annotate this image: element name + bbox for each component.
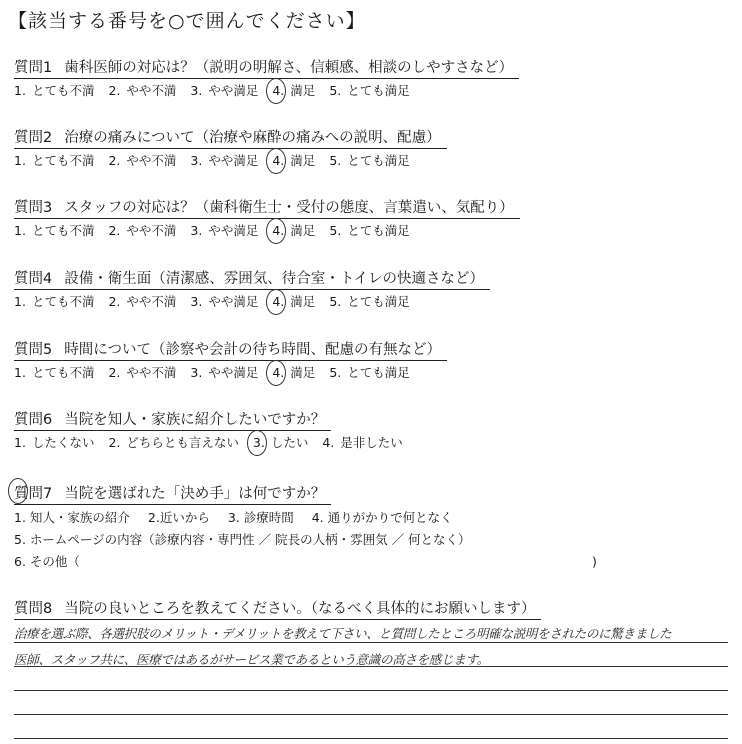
rating-options bbox=[14, 434, 742, 452]
option-4-circled bbox=[272, 293, 315, 311]
option-label: 満足 bbox=[290, 223, 316, 238]
rating-options bbox=[14, 152, 742, 170]
option-label: とても不満 bbox=[31, 83, 95, 98]
handwritten-answer-line-1: 治療を選ぶ際、各選択肢のメリット・デメリットを教えて下さい、と質問したところ明確な説明をされたのに驚きました bbox=[14, 626, 672, 641]
option-label: やや不満 bbox=[126, 153, 177, 168]
choice-2-circled: 2. bbox=[147, 510, 160, 525]
option-label: 満足 bbox=[290, 83, 316, 98]
option-number: 2. bbox=[108, 365, 121, 380]
option-number: 3. bbox=[252, 435, 265, 450]
question-text: 歯科医師の対応は？（説明の明解さ、信頼感、相談のしやすさなど） bbox=[64, 60, 514, 76]
question-number: 質問2 bbox=[14, 130, 53, 146]
option-label: とても不満 bbox=[31, 294, 95, 309]
answer-line bbox=[14, 714, 728, 715]
option-label: とても不満 bbox=[31, 153, 95, 168]
option-label: やや満足 bbox=[208, 365, 259, 380]
option-number: 1. bbox=[14, 294, 26, 309]
question-4 bbox=[14, 267, 742, 311]
rating-options bbox=[14, 222, 742, 240]
question-number: 質問6 bbox=[14, 412, 53, 428]
option-label: とても満足 bbox=[347, 83, 410, 98]
option-5 bbox=[329, 82, 409, 100]
question-header bbox=[14, 408, 331, 431]
option-label: とても満足 bbox=[347, 365, 410, 380]
option-number: 1. bbox=[14, 83, 26, 98]
option-1 bbox=[14, 222, 94, 240]
option-label: とても満足 bbox=[347, 153, 410, 168]
option-number: 1. bbox=[14, 153, 26, 168]
option-3 bbox=[190, 152, 258, 170]
choice-2-label: 近いから bbox=[159, 510, 210, 525]
option-label: やや満足 bbox=[208, 223, 259, 238]
choice-row-1 bbox=[14, 509, 742, 527]
option-number: 4. bbox=[272, 223, 285, 238]
question-5 bbox=[14, 338, 742, 382]
answer-line bbox=[14, 690, 728, 691]
option-label: やや満足 bbox=[208, 153, 259, 168]
question-number: 質問3 bbox=[14, 200, 53, 216]
option-2 bbox=[108, 364, 176, 382]
option-label: やや満足 bbox=[208, 294, 259, 309]
option-label: とても満足 bbox=[347, 223, 410, 238]
option-3 bbox=[190, 293, 258, 311]
option-3 bbox=[190, 82, 258, 100]
answer-line bbox=[14, 738, 728, 739]
option-label: とても不満 bbox=[31, 365, 95, 380]
question-6 bbox=[14, 408, 742, 452]
choice-row-2: 5. ホームページの内容（診療内容・専門性 ／ 院長の人柄・雰囲気 ／ 何となく） bbox=[14, 532, 471, 547]
choice-row-3 bbox=[14, 553, 742, 571]
option-label: やや不満 bbox=[126, 294, 177, 309]
option-1 bbox=[14, 364, 94, 382]
option-number: 4. bbox=[272, 365, 285, 380]
option-2 bbox=[108, 434, 238, 452]
rating-options bbox=[14, 293, 742, 311]
question-header bbox=[14, 196, 520, 219]
question-header bbox=[14, 126, 447, 149]
option-number: 1. bbox=[14, 223, 26, 238]
option-5 bbox=[329, 364, 409, 382]
option-3 bbox=[190, 222, 258, 240]
option-1 bbox=[14, 293, 94, 311]
question-text: 設備・衛生面（清潔感、雰囲気、待合室・トイレの快適さなど） bbox=[64, 271, 485, 287]
question-text: 当院を選ばれた「決め手」は何ですか？ bbox=[64, 486, 326, 502]
rating-options bbox=[14, 364, 742, 382]
option-2 bbox=[108, 293, 176, 311]
other-label: 6. その他（ bbox=[14, 554, 80, 569]
option-number: 3. bbox=[190, 83, 203, 98]
option-label: とても不満 bbox=[31, 223, 95, 238]
question-text: 当院を知人・家族に紹介したいですか？ bbox=[64, 412, 326, 428]
option-3-circled bbox=[253, 434, 308, 452]
option-label: やや不満 bbox=[126, 365, 177, 380]
option-number: 1. bbox=[14, 365, 26, 380]
option-5 bbox=[329, 152, 409, 170]
option-1 bbox=[14, 152, 94, 170]
option-number: 2. bbox=[108, 83, 121, 98]
form-title: 【該当する番号を○で囲んでください】 bbox=[8, 10, 366, 32]
option-label: やや不満 bbox=[126, 223, 177, 238]
option-4 bbox=[322, 434, 402, 452]
question-header bbox=[14, 267, 490, 290]
option-4-circled bbox=[272, 222, 315, 240]
option-label: 満足 bbox=[290, 153, 316, 168]
option-5 bbox=[329, 293, 409, 311]
option-number: 4. bbox=[272, 153, 285, 168]
option-number: 3. bbox=[190, 365, 203, 380]
option-label: したくない bbox=[31, 435, 95, 450]
option-2 bbox=[108, 82, 176, 100]
option-number: 5. bbox=[329, 153, 342, 168]
option-number: 1. bbox=[14, 435, 26, 450]
question-3 bbox=[14, 196, 742, 240]
question-7 bbox=[14, 482, 742, 571]
question-number: 質問1 bbox=[14, 60, 53, 76]
question-text: 当院の良いところを教えてください。（なるべく具体的にお願いします） bbox=[64, 601, 536, 617]
option-number: 3. bbox=[190, 223, 203, 238]
option-4-circled bbox=[272, 82, 315, 100]
option-number: 4. bbox=[272, 294, 285, 309]
option-4-circled bbox=[272, 364, 315, 382]
question-number: 質問5 bbox=[14, 342, 53, 358]
option-2 bbox=[108, 222, 176, 240]
option-label: やや満足 bbox=[208, 83, 259, 98]
option-number: 2. bbox=[108, 435, 121, 450]
option-5 bbox=[329, 222, 409, 240]
option-label: 満足 bbox=[290, 365, 316, 380]
option-label: 満足 bbox=[290, 294, 316, 309]
option-number: 5. bbox=[329, 83, 342, 98]
option-label: 是非したい bbox=[340, 435, 403, 450]
option-number: 5. bbox=[329, 365, 342, 380]
question-8 bbox=[14, 597, 742, 620]
option-number: 2. bbox=[108, 223, 121, 238]
question-number: 質問8 bbox=[14, 601, 53, 617]
option-number: 5. bbox=[329, 294, 342, 309]
question-text: スタッフの対応は？（歯科衛生士・受付の態度、言葉遣い、気配り） bbox=[64, 200, 514, 216]
question-text: 治療の痛みについて（治療や麻酔の痛みへの説明、配慮） bbox=[64, 130, 441, 146]
option-4-circled bbox=[272, 152, 315, 170]
option-label: とても満足 bbox=[347, 294, 410, 309]
question-header bbox=[14, 56, 519, 79]
option-1 bbox=[14, 82, 94, 100]
option-1 bbox=[14, 434, 94, 452]
question-header bbox=[14, 338, 447, 361]
question-number: 質問7 bbox=[14, 486, 53, 502]
option-label: やや不満 bbox=[126, 83, 177, 98]
option-number: 5. bbox=[329, 223, 342, 238]
option-number: 2. bbox=[108, 294, 121, 309]
question-header bbox=[14, 482, 331, 505]
other-close-paren: ) bbox=[592, 554, 597, 569]
question-1 bbox=[14, 56, 742, 100]
question-header bbox=[14, 597, 541, 620]
option-label: したい bbox=[270, 435, 309, 450]
choice-4: 4. 通りがかりで何となく bbox=[311, 510, 453, 525]
option-number: 2. bbox=[108, 153, 121, 168]
option-number: 4. bbox=[272, 83, 285, 98]
option-2 bbox=[108, 152, 176, 170]
option-number: 4. bbox=[322, 435, 335, 450]
option-number: 3. bbox=[190, 294, 203, 309]
choice-3: 3. 診療時間 bbox=[227, 510, 294, 525]
rating-options bbox=[14, 82, 742, 100]
option-label: どちらとも言えない bbox=[126, 435, 239, 450]
choice-1: 1. 知人・家族の紹介 bbox=[14, 510, 130, 525]
question-text: 時間について（診察や会計の待ち時間、配慮の有無など） bbox=[64, 342, 441, 358]
handwritten-answer-line-2: 医師、スタッフ共に、医療ではあるがサービス業であるという意識の高さを感じます。 bbox=[14, 652, 489, 667]
answer-line bbox=[14, 642, 728, 643]
question-number: 質問4 bbox=[14, 271, 53, 287]
option-3 bbox=[190, 364, 258, 382]
question-2 bbox=[14, 126, 742, 170]
option-number: 3. bbox=[190, 153, 203, 168]
